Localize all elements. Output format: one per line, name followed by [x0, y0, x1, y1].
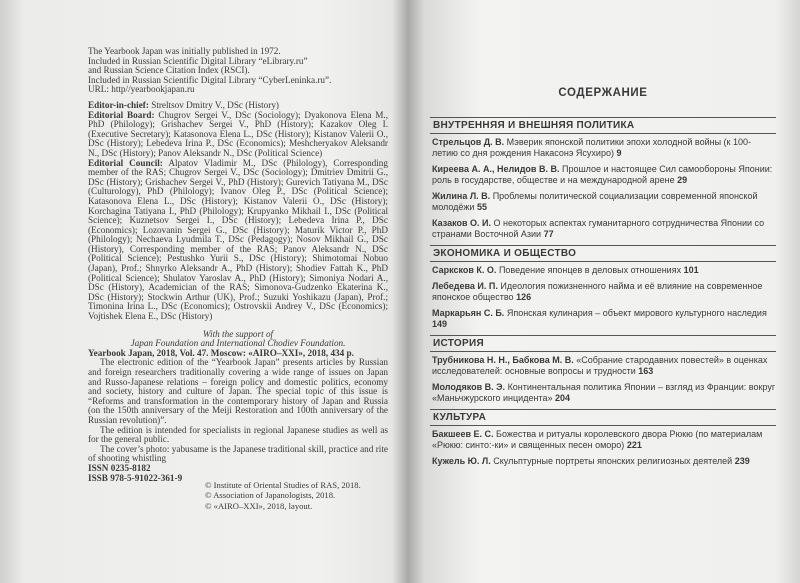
copyright-line: © «AIRO–XXI», 2018, layout. — [205, 500, 313, 511]
board-value: Chugrov Sergei V., DSc (Sociology); Dyakonova Elena M., PhD (Philology); Grishachev Sergei V., PhD (History); Kazakov Oleg I. (Executive Secretary); Katasonova Elena L., DSc (History); Kistanov Valerii O., DSc (History); Lebedeva Irina P., DSc (Economics); Meshcheryakov Aleksandr N., DSc (History); Panov Aleksandr N., DSc (Political Science) — [88, 109, 389, 158]
entry-title: Идеология пожизненного найма и её влияние на современное японское общество — [432, 281, 763, 302]
section-heading: ИСТОРИЯ — [430, 335, 776, 352]
entry-title: Японская кулинария – объект мирового культурного наследия — [506, 308, 767, 318]
abstract-paragraph: The edition is intended for specialists in regional Japanese studies as well as for the general public. — [88, 424, 388, 445]
entry-page: 163 — [638, 366, 654, 376]
entry-author: Казаков О. И. — [432, 218, 491, 228]
entry-page: 9 — [616, 148, 622, 158]
board-label: Editorial Board: — [88, 109, 155, 120]
issb: ISSB 978-5-91022-361-9 — [88, 472, 183, 483]
citation: Yearbook Japan, 2018, Vol. 47. Moscow: «AIRO–XXI», 2018, 434 p. — [88, 347, 354, 358]
support-note — [88, 330, 388, 349]
contents-entry — [432, 137, 776, 159]
entry-author: Киреева А. А., Нелидов В. В. — [432, 164, 560, 174]
council-label: Editorial Council: — [88, 157, 163, 168]
copyright-line: © Association of Japanologists, 2018. — [205, 490, 336, 501]
entry-page: 149 — [432, 319, 448, 329]
contents-page — [430, 88, 776, 472]
pub-line: Included in Russian Scientific Digital Library “eLibrary.ru” — [88, 55, 308, 66]
section-heading: КУЛЬТУРА — [430, 409, 776, 426]
entry-page: 221 — [626, 440, 642, 450]
entry-author: Лебедева И. П. — [432, 281, 498, 291]
section-heading: ВНУТРЕННЯЯ И ВНЕШНЯЯ ПОЛИТИКА — [430, 117, 776, 134]
entry-page: 101 — [683, 265, 699, 275]
council-value: Alpatov Vladimir M., DSc (Philology), Corresponding member of the RAS; Chugrov Sergei V., DSc (Sociology); Dmitriev Dmitrii G., DSc (History); Grishachev Sergei V., PhD (History); Gurevich Tatiyana M., DSc (Culturology), PhD (Philology); Ivanov Oleg P., DSc (Political Science); Katasonova Elena L., DSc (History); Kistanov Valerii O., DSc (History); Korchagina Tatiyana I., PhD (Philology); Krupyanko Mikhail I., DSc (Political Science); Kuznetsov Sergei I., DSc (History); Lebedeva Irina P., DSc (Economics); Lozovanin Sergei G., DSc (History); Maturik Victor P., PhD (Philology); Nechaeva Lyudmila T., DSc (Pedagogy); Nosov Mikhail G., DSc (History), Corresponding member of the RAS; Panov Aleksandr N., DSc (Political Science); Pestushko Yurii S., DSc (History); Shimotomai Nobuo (Japan), Prof.; Shnyrko Aleksandr A., PhD (History); Shodiev Fattah K., PhD (Political Science); Shulatov Yaroslav A., PhD (History); Simoniya Nodari A., DSc (History), Academician of the RAS; Simonova-Gudzenko Ekaterina K., DSc (History); Stockwin Arthur (UK), Prof.; Suzuki Yoshikazu (Japan), Prof.; Timonina Irina L., DSc (Economics); Ostrovskii Andrey V., DSc (Economics); Vojtishek Elena E., DSc (History) — [88, 157, 388, 322]
abstract-paragraph: The cover’s photo: yabusame is the Japanese traditional skill, practice and rite of shooting whistling — [88, 443, 388, 464]
entry-title: Мэверик японской политики эпохи холодной войны (к 100-летию со дня рождения Накасонэ Ясухиро) — [432, 137, 751, 158]
editor-label: Editor-in-chief: — [88, 99, 149, 110]
contents-entry — [432, 265, 776, 276]
entry-page: 204 — [554, 393, 571, 403]
editorial-board — [88, 111, 388, 159]
pub-line: Included in Russian Scientific Digital Library “CyberLeninka.ru”. — [88, 74, 332, 85]
contents-entry — [432, 429, 776, 451]
pub-line: URL: http//yearbookjapan.ru — [88, 84, 195, 95]
contents-entry — [432, 456, 776, 467]
support-line: Japan Foundation and International Chodiev Foundation. — [130, 338, 346, 349]
entry-author: Стрельцов Д. В. — [432, 137, 505, 147]
editorial-council — [88, 159, 388, 322]
section-heading: ЭКОНОМИКА И ОБЩЕСТВО — [430, 245, 776, 262]
editor-value: Streltsov Dmitry V., DSc (History) — [151, 99, 279, 110]
entry-author: Жилина Л. В. — [432, 191, 491, 201]
entry-title: Божества и ритуалы королевского двора Рюкю (по материалам «Рюкю: синто:-ки» и священных песен оморо) — [432, 429, 763, 450]
contents-entry — [432, 355, 776, 377]
copyright-block — [205, 480, 361, 511]
entry-author: Сарксков К. О. — [432, 265, 497, 275]
contents-entry — [432, 281, 776, 303]
entry-page: 77 — [543, 229, 554, 239]
entry-page: 55 — [476, 202, 487, 212]
entry-page: 126 — [516, 292, 532, 302]
entry-title: Прошлое и настоящее Сил самообороны Японии: роль в государстве, обществе и на международной арене — [432, 164, 773, 185]
entry-author: Маркарьян С. Б. — [432, 308, 505, 318]
pub-line: The Yearbook Japan was initially published in 1972. — [88, 46, 281, 56]
imprint-page — [88, 47, 388, 483]
contents-entry — [432, 164, 776, 186]
publication-info — [88, 47, 388, 95]
entry-author: Кужель Ю. Л. — [432, 456, 491, 466]
entry-page: 29 — [677, 175, 688, 185]
entry-author: Молодяков В. Э. — [432, 382, 506, 392]
entry-title: Поведение японцев в деловых отношениях — [498, 265, 682, 275]
entry-title: Проблемы политической социализации современной японской молодёжи — [432, 191, 758, 212]
entry-page: 239 — [734, 456, 750, 466]
pub-line: and Russian Science Citation Index (RSCI). — [88, 65, 250, 76]
support-line: With the support of — [202, 328, 274, 339]
entry-title: Скульптурные портреты японских религиозных деятелей — [493, 456, 733, 466]
entry-title: Континентальная политика Японии – взгляд из Франции: вокруг «Маньчжурского инцидента» — [432, 382, 776, 403]
contents-entry — [432, 382, 776, 404]
entry-author: Бакшеев Е. С. — [432, 429, 494, 439]
entry-title: «Собрание стародавних повестей» в оценках исследователей: основные вопросы и трудности — [432, 355, 768, 376]
contents-entry — [432, 308, 776, 330]
contents-entry — [432, 218, 776, 240]
copyright-line: © Institute of Oriental Studies of RAS, 2018. — [205, 480, 361, 490]
issn: ISSN 0235-8182 — [88, 462, 151, 473]
contents-list — [430, 117, 776, 467]
entry-title: О некоторых аспектах гуманитарного сотрудничества Японии со странами Восточной Азии — [432, 218, 765, 239]
abstract-paragraph: The electronic edition of the “Yearbook Japan” presents articles by Russian and foreign researchers traditionally covering a wide range of issues on Japan and Russo-Japanese relations – foreign policy and domestic politics, economy and society, history and culture of Japan. The special topic of this issue is “Reforms and transformation in the contemporary history of Japan and Russia (on the 150th anniversary of the Meiji Restoration and 100th anniversary of the Russian revolution)”. — [88, 357, 388, 425]
contents-entry — [432, 191, 776, 213]
entry-author: Трубникова Н. Н., Бабкова М. В. — [432, 355, 574, 365]
contents-title: СОДЕРЖАНИЕ — [558, 87, 648, 99]
